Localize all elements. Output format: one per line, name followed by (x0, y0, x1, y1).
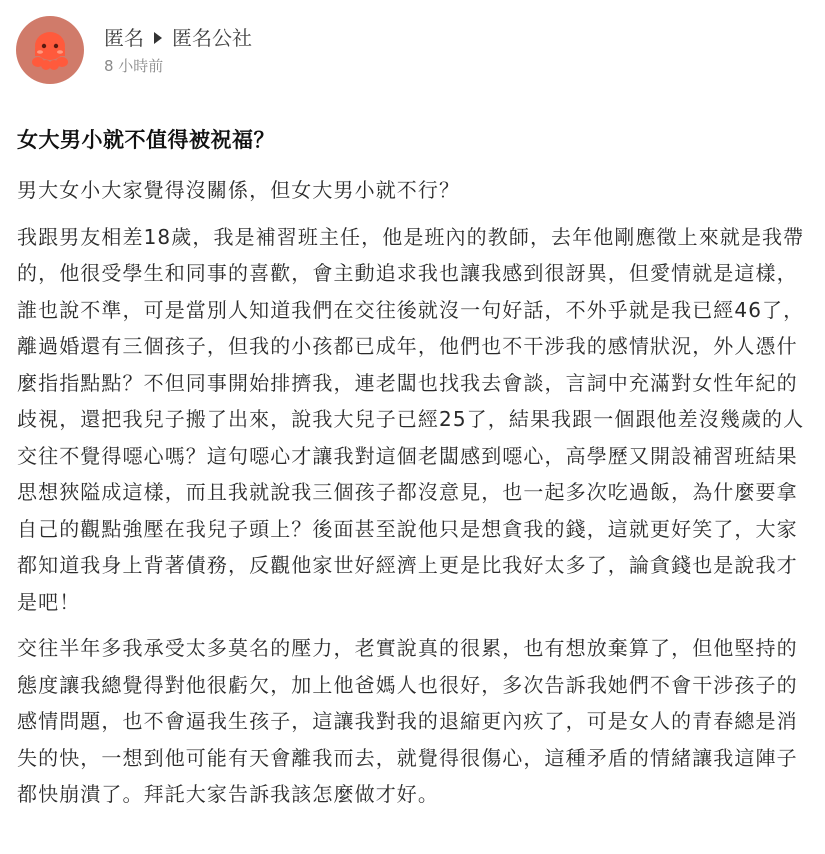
post-meta (104, 24, 252, 76)
forum-link[interactable]: 匿名公社 (172, 26, 252, 50)
post-header (16, 15, 252, 85)
post-paragraph: 我跟男友相差18歲，我是補習班主任，他是班內的教師，去年他剛應徵上來就是我帶的，他很受學生和同事的喜歡，會主動追求我也讓我感到很訝異，但愛情就是這樣，誰也說不準，可是當別人知道我們在交往後就沒一句好話，不外乎就是我已經46了，離過婚還有三個孩子，但我的小孩都已成年，他們也不干涉我的感情狀況，外人憑什麼指指點點？不但同事開始排擠我，連老闆也找我去會談，言詞中充滿對女性年紀的歧視，還把我兒子搬了出來，說我大兒子已經25了，結果我跟一個跟他差沒幾歲的人交往不覺得噁心嗎？這句噁心才讓我對這個老闆感到噁心，高學歷又開設補習班結果思想狹隘成這樣，而且我就說我三個孩子都沒意見，也一起多次吃過飯，為什麼要拿自己的觀點強壓在我兒子頭上？後面甚至說他只是想貪我的錢，這就更好笑了，大家都知道我身上背著債務，反觀他家世好經濟上更是比我好太多了，論貪錢也是說我才是吧！ (17, 224, 805, 614)
avatar[interactable] (16, 16, 84, 84)
post-paragraph: 交往半年多我承受太多莫名的壓力，老實說真的很累，也有想放棄算了，但他堅持的態度讓我總覺得對他很虧欠，加上他爸媽人也很好，多次告訴我她們不會干涉孩子的感情問題，也不會逼我生孩子，這讓我對我的退縮更內疚了，可是女人的青春總是消失的快，一想到他可能有天會離我而去，就覺得很傷心，這種矛盾的情緒讓我這陣子都快崩潰了。拜託大家告訴我該怎麼做才好。 (17, 636, 798, 806)
author-forum-line (104, 24, 252, 52)
post-paragraph: 男大女小大家覺得沒關係，但女大男小就不行？ (17, 178, 461, 202)
author-name[interactable]: 匿名 (104, 26, 144, 50)
post-body (17, 172, 813, 823)
post-time: 8 小時前 (104, 57, 164, 75)
play-arrow-icon (154, 32, 162, 44)
post-title: 女大男小就不值得被祝福？ (17, 128, 275, 152)
octopus-avatar-icon (16, 16, 84, 84)
